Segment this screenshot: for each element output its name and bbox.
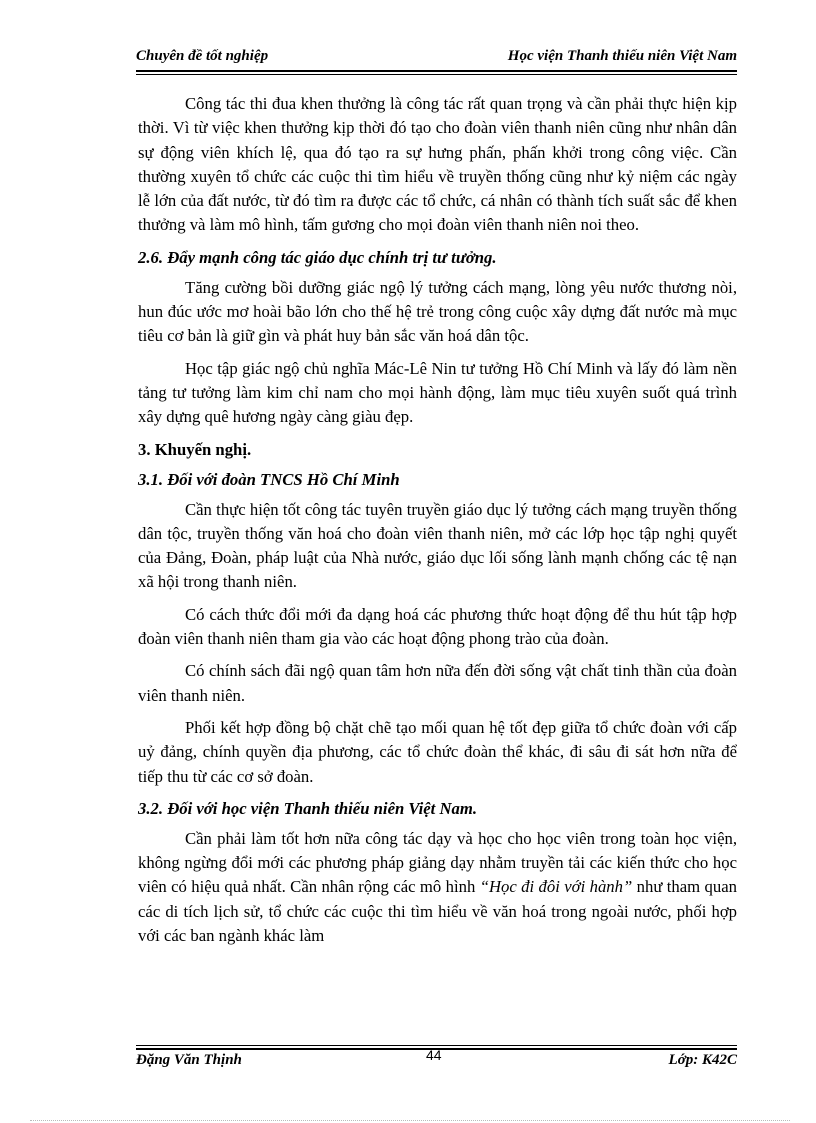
page-header [136, 48, 737, 68]
header-document-type: Chuyên đề tốt nghiệp [136, 48, 269, 64]
heading-3-1: 3.1. Đối với đoàn TNCS Hồ Chí Minh [138, 469, 400, 489]
page-body [138, 92, 737, 956]
heading-2-6: 2.6. Đẩy mạnh công tác giáo dục chính trị tư tưởng. [138, 247, 497, 267]
paragraph-academy-teaching-a: Cần phải làm tốt hơn nữa công tác dạy và học cho học viên trong toàn học viện, không ngừng đổi mới các phương pháp giảng dạy nhằm truyền tải các kiến thức cho học viên có hiệu quả nhất. Cần nhân rộng các mô hình [138, 828, 737, 897]
header-institution: Học viện Thanh thiếu niên Việt Nam [507, 48, 737, 64]
header-rule-thin [136, 74, 737, 75]
paragraph-welfare-policy: Có chính sách đãi ngộ quan tâm hơn nữa đến đời sống vật chất tinh thần của đoàn viên thanh niên. [138, 661, 737, 705]
paragraph-propaganda: Cần thực hiện tốt công tác tuyên truyền giáo dục lý tưởng cách mạng truyền thống dân tộc, truyền thống văn hoá cho đoàn viên thanh niên, mở các lớp học tập nghị quyết của Đảng, Đoàn, pháp luật của Nhà nước, giáo dục lối sống lành mạnh chống các tệ nạn xã hội trong thanh niên. [138, 499, 737, 592]
header-rule [136, 70, 737, 72]
paragraph-marxism-study: Học tập giác ngộ chủ nghĩa Mác-Lê Nin tư tưởng Hồ Chí Minh và lấy đó làm nền tảng tư tưởng làm kim chỉ nam cho mọi hành động, làm mục tiêu xuyên suốt quá trình xây dựng quê hương ngày càng giàu đẹp. [138, 358, 737, 427]
heading-3-2: 3.2. Đối với học viện Thanh thiếu niên Việt Nam. [138, 798, 478, 818]
page-footer [136, 1047, 737, 1074]
page-edge-divider [30, 1120, 790, 1121]
paragraph-academy-teaching [138, 827, 737, 948]
paragraph-emulation-reward: Công tác thi đua khen thưởng là công tác rất quan trọng và cần phải thực hiện kịp thời. Vì từ việc khen thưởng kịp thời đó tạo cho đoàn viên thanh niên cũng như nhân dân sự động viên khích lệ, qua đó tạo ra sự hưng phấn, phấn khởi trong công việc. Cần thường xuyên tổ chức các cuộc thi tìm hiểu về truyền thống cũng như kỷ niệm các ngày lễ lớn của đất nước, từ đó tìm ra được các tổ chức, cá nhân có thành tích suất sắc để khen thưởng và làm mô hình, tấm gương cho mọi đoàn viên thanh niên noi theo. [138, 94, 737, 235]
heading-3-recommendations: 3. Khuyến nghị. [138, 439, 252, 459]
paragraph-coordination: Phối kết hợp đồng bộ chặt chẽ tạo mối quan hệ tốt đẹp giữa tổ chức đoàn với cấp uỷ đảng, chính quyền địa phương, các tổ chức đoàn thể khác, đi sâu đi sát hơn nữa để tiếp thu từ các cơ sở đoàn. [138, 717, 737, 786]
paragraph-academy-teaching-b: như tham quan các di tích lịch sử, tổ chức các cuộc thi tìm hiểu về văn hoá trong ngoài nước, phối hợp với các ban ngành khác làm [138, 877, 737, 946]
page-number: 44 [426, 1047, 442, 1063]
quote-learning-by-doing: “Học đi đôi với hành” [479, 877, 633, 897]
paragraph-diversify-activities: Có cách thức đổi mới đa dạng hoá các phương thức hoạt động để thu hút tập hợp đoàn viên thanh niên tham gia vào các hoạt động phong trào của đoàn. [138, 604, 737, 649]
footer-author: Đặng Văn Thịnh [136, 1052, 242, 1068]
footer-class: Lớp: K42C [668, 1052, 737, 1068]
paragraph-ideals: Tăng cường bồi dưỡng giác ngộ lý tưởng cách mạng, lòng yêu nước thương nòi, hun đúc ước mơ hoài bão lớn cho thế hệ trẻ trong công cuộc xây dựng đất nước mà mục tiêu cơ bản là giữ gìn và phát huy bản sắc văn hoá dân tộc. [138, 277, 737, 346]
footer-rule-thin [136, 1045, 737, 1046]
